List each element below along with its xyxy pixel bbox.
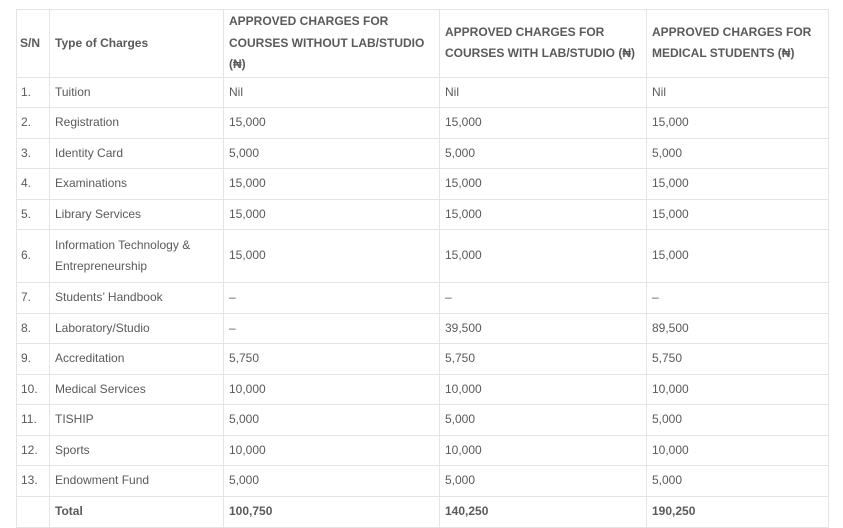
- row-without-lab: 15,000: [224, 230, 440, 283]
- total-label: Total: [50, 496, 224, 527]
- header-sn: S/N: [17, 10, 50, 78]
- row-with-lab: 5,000: [440, 466, 647, 497]
- row-without-lab: 15,000: [224, 169, 440, 200]
- row-type: Sports: [50, 435, 224, 466]
- table-total-row: [17, 496, 829, 527]
- table-header-row: [17, 10, 829, 78]
- row-sn: 5.: [17, 199, 50, 230]
- row-with-lab: 10,000: [440, 374, 647, 405]
- row-medical: 10,000: [647, 435, 829, 466]
- row-with-lab: Nil: [440, 77, 647, 108]
- row-medical: 15,000: [647, 199, 829, 230]
- row-type: Endowment Fund: [50, 466, 224, 497]
- table-row: [17, 405, 829, 436]
- row-type: Information Technology & Entrepreneurship: [50, 230, 224, 283]
- charges-table: [16, 9, 829, 528]
- row-without-lab: Nil: [224, 77, 440, 108]
- row-type: Registration: [50, 108, 224, 139]
- table-row: [17, 199, 829, 230]
- charges-table-container: [16, 9, 828, 528]
- row-with-lab: 5,000: [440, 405, 647, 436]
- header-with-lab: APPROVED CHARGES FOR COURSES WITH LAB/STUDIO (₦): [440, 10, 647, 78]
- row-type: Library Services: [50, 199, 224, 230]
- row-without-lab: 10,000: [224, 435, 440, 466]
- row-type: Accreditation: [50, 344, 224, 375]
- row-medical: 5,750: [647, 344, 829, 375]
- row-sn: 2.: [17, 108, 50, 139]
- row-type: Students’ Handbook: [50, 283, 224, 314]
- row-medical: –: [647, 283, 829, 314]
- row-without-lab: 5,000: [224, 405, 440, 436]
- total-sn: [17, 496, 50, 527]
- row-with-lab: 5,750: [440, 344, 647, 375]
- table-row: [17, 313, 829, 344]
- row-sn: 9.: [17, 344, 50, 375]
- row-medical: 15,000: [647, 230, 829, 283]
- row-sn: 3.: [17, 138, 50, 169]
- row-sn: 12.: [17, 435, 50, 466]
- total-with-lab: 140,250: [440, 496, 647, 527]
- total-medical: 190,250: [647, 496, 829, 527]
- table-row: [17, 435, 829, 466]
- row-without-lab: 5,750: [224, 344, 440, 375]
- row-with-lab: 5,000: [440, 138, 647, 169]
- row-without-lab: –: [224, 313, 440, 344]
- row-with-lab: –: [440, 283, 647, 314]
- row-sn: 8.: [17, 313, 50, 344]
- row-without-lab: –: [224, 283, 440, 314]
- row-medical: 5,000: [647, 138, 829, 169]
- row-sn: 7.: [17, 283, 50, 314]
- table-row: [17, 374, 829, 405]
- row-type: Identity Card: [50, 138, 224, 169]
- table-row: [17, 108, 829, 139]
- table-row: [17, 344, 829, 375]
- row-type: Tuition: [50, 77, 224, 108]
- row-without-lab: 15,000: [224, 108, 440, 139]
- row-with-lab: 15,000: [440, 199, 647, 230]
- row-medical: 89,500: [647, 313, 829, 344]
- row-without-lab: 10,000: [224, 374, 440, 405]
- row-with-lab: 15,000: [440, 230, 647, 283]
- row-without-lab: 5,000: [224, 138, 440, 169]
- row-with-lab: 15,000: [440, 108, 647, 139]
- total-without-lab: 100,750: [224, 496, 440, 527]
- row-medical: 15,000: [647, 169, 829, 200]
- table-row: [17, 283, 829, 314]
- row-with-lab: 15,000: [440, 169, 647, 200]
- header-medical: APPROVED CHARGES FOR MEDICAL STUDENTS (₦): [647, 10, 829, 78]
- table-row: [17, 466, 829, 497]
- row-sn: 10.: [17, 374, 50, 405]
- row-sn: 4.: [17, 169, 50, 200]
- row-sn: 11.: [17, 405, 50, 436]
- table-row: [17, 138, 829, 169]
- row-type: TISHIP: [50, 405, 224, 436]
- row-type: Medical Services: [50, 374, 224, 405]
- row-medical: 5,000: [647, 405, 829, 436]
- table-row: [17, 77, 829, 108]
- row-sn: 1.: [17, 77, 50, 108]
- row-type: Examinations: [50, 169, 224, 200]
- table-row: [17, 169, 829, 200]
- row-with-lab: 10,000: [440, 435, 647, 466]
- row-sn: 13.: [17, 466, 50, 497]
- row-medical: 15,000: [647, 108, 829, 139]
- row-medical: Nil: [647, 77, 829, 108]
- header-without-lab: APPROVED CHARGES FOR COURSES WITHOUT LAB/STUDIO (₦): [224, 10, 440, 78]
- header-type-of-charges: Type of Charges: [50, 10, 224, 78]
- row-with-lab: 39,500: [440, 313, 647, 344]
- table-row: [17, 230, 829, 283]
- row-type: Laboratory/Studio: [50, 313, 224, 344]
- row-without-lab: 5,000: [224, 466, 440, 497]
- row-sn: 6.: [17, 230, 50, 283]
- row-without-lab: 15,000: [224, 199, 440, 230]
- row-medical: 10,000: [647, 374, 829, 405]
- row-medical: 5,000: [647, 466, 829, 497]
